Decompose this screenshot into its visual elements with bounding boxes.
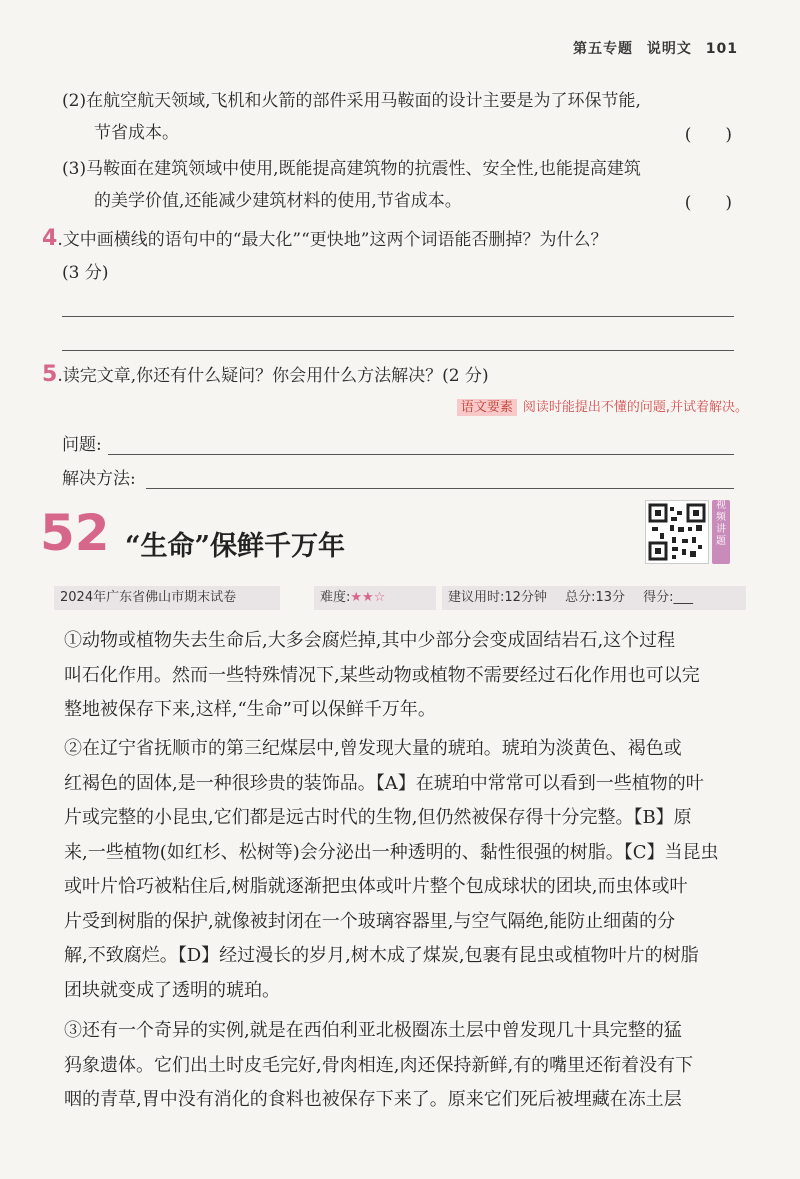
section-number: 52 bbox=[40, 504, 110, 562]
paragraph-3 bbox=[64, 1014, 736, 1118]
text-line: ③还有一个奇异的实例,就是在西伯利亚北极圈冻土层中曾发现几十具完整的猛 bbox=[64, 1020, 682, 1041]
question-number: 5 bbox=[42, 362, 58, 387]
info-bar bbox=[54, 586, 734, 612]
reading-tip bbox=[457, 396, 748, 415]
question-score: (3 分) bbox=[62, 263, 109, 283]
section-title: “生命”保鲜千万年 bbox=[125, 531, 346, 562]
text-line: ②在辽宁省抚顺市的第三纪煤层中,曾发现大量的琥珀。琥珀为淡黄色、褐色或 bbox=[64, 738, 682, 759]
answer-line[interactable] bbox=[62, 316, 734, 317]
question-4 bbox=[42, 226, 607, 253]
q3-item-2-line1: (2)在航空航天领域,飞机和火箭的部件采用马鞍面的设计主要是为了环保节能, bbox=[62, 91, 641, 111]
qr-code-icon[interactable] bbox=[645, 500, 709, 564]
text-line: 片或完整的小昆虫,它们都是远古时代的生物,但仍然被保存得十分完整。【B】原 bbox=[64, 807, 692, 828]
paragraph-1 bbox=[64, 624, 736, 728]
q3-item-3-line1: (3)马鞍面在建筑领域中使用,既能提高建筑物的抗震性、安全性,也能提高建筑 bbox=[62, 159, 641, 179]
difficulty-label: 难度: bbox=[320, 590, 351, 605]
video-explain-tag[interactable]: 视频讲题 bbox=[712, 500, 730, 564]
text-line: 片受到树脂的保护,就像被封闭在一个玻璃容器里,与空气隔绝,能防止细菌的分 bbox=[64, 910, 676, 932]
page-header bbox=[565, 38, 738, 58]
text-line: 叫石化作用。然而一些特殊情况下,某些动物或植物不需要经过石化作用也可以完 bbox=[64, 664, 700, 686]
question-number: 4 bbox=[42, 226, 58, 251]
header-section: 第五专题 bbox=[573, 41, 634, 57]
difficulty bbox=[314, 586, 436, 610]
question-text: .读完文章,你还有什么疑问？你会用什么方法解决？(2 分) bbox=[57, 366, 489, 386]
q3-item-2-line2: 节省成本。 bbox=[94, 123, 179, 143]
total-score: 总分:13分 bbox=[565, 590, 626, 605]
text-line: 红褐色的固体,是一种很珍贵的装饰品。【A】在琥珀中常常可以看到一些植物的叶 bbox=[64, 772, 704, 794]
answer-line[interactable] bbox=[62, 350, 734, 351]
text-line: 犸象遗体。它们出土时皮毛完好,骨肉相连,肉还保持新鲜,有的嘴里还衔着没有下 bbox=[64, 1054, 694, 1076]
q3-item-3-line2: 的美学价值,还能减少建筑材料的使用,节省成本。 bbox=[94, 191, 462, 211]
text-line: 来,一些植物(如红杉、松树等)会分泌出一种透明的、黏性很强的树脂。【C】当昆虫 bbox=[64, 841, 719, 863]
difficulty-stars-icon: ★★☆ bbox=[350, 590, 386, 605]
question-label: 问题: bbox=[62, 435, 102, 455]
text-line: 整地被保存下来,这样,“生命”可以保鲜千万年。 bbox=[64, 699, 436, 720]
question-text: .文中画横线的语句中的“最大化”“更快地”这两个词语能否删掉？为什么？ bbox=[57, 230, 608, 250]
method-label: 解决方法: bbox=[62, 469, 136, 489]
question-answer-line[interactable] bbox=[108, 454, 734, 455]
paragraph-2 bbox=[64, 732, 736, 1008]
answer-paren[interactable]: ( ) bbox=[684, 125, 732, 145]
answer-paren[interactable]: ( ) bbox=[684, 193, 732, 213]
text-line: 咽的青草,胃中没有消化的食料也被保存下来了。原来它们死后被埋藏在冻土层 bbox=[64, 1089, 682, 1110]
text-line: 或叶片恰巧被粘住后,树脂就逐渐把虫体或叶片整个包成球状的团块,而虫体或叶 bbox=[64, 876, 688, 897]
score-field[interactable]: 得分:___ bbox=[643, 590, 694, 605]
question-5 bbox=[42, 362, 489, 389]
time-score-info bbox=[442, 586, 746, 610]
text-line: 团块就变成了透明的琥珀。 bbox=[64, 979, 280, 1001]
text-line: ①动物或植物失去生命后,大多会腐烂掉,其中少部分会变成固结岩石,这个过程 bbox=[64, 630, 676, 651]
page-number: 101 bbox=[705, 41, 738, 57]
text-line: 解,不致腐烂。【D】经过漫长的岁月,树木成了煤炭,包裹有昆虫或植物叶片的树脂 bbox=[64, 945, 699, 966]
suggested-time: 建议用时:12分钟 bbox=[448, 590, 547, 605]
header-topic: 说明文 bbox=[646, 41, 692, 57]
exam-source: 2024年广东省佛山市期末试卷 bbox=[54, 586, 280, 610]
tip-text: 阅读时能提出不懂的问题,并试着解决。 bbox=[522, 400, 748, 415]
tip-tag: 语文要素 bbox=[457, 399, 517, 416]
method-answer-line[interactable] bbox=[146, 488, 734, 489]
